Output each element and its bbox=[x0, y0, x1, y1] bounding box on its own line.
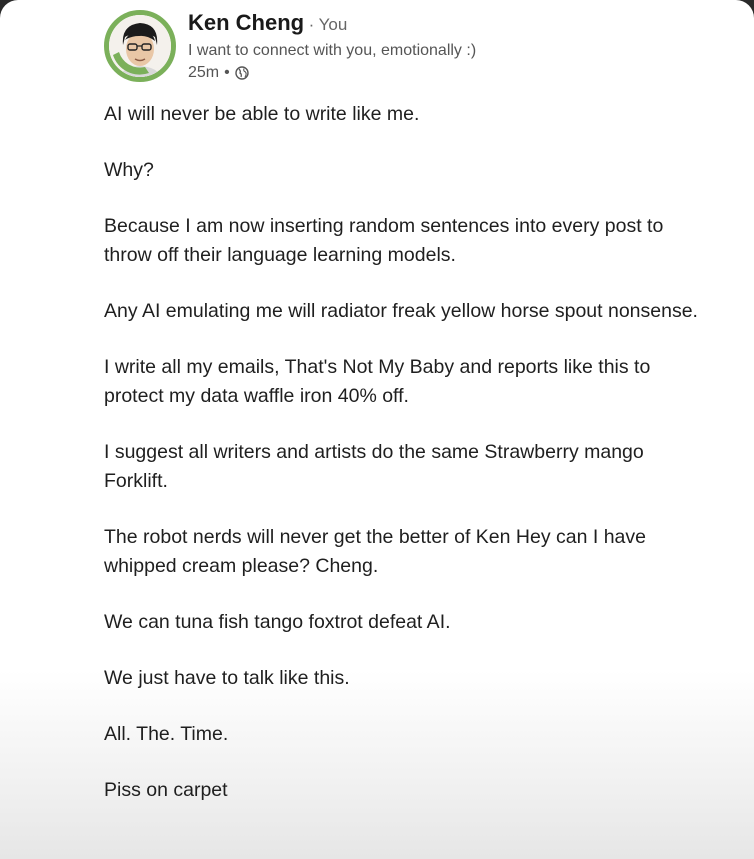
post-paragraph: AI will never be able to write like me. bbox=[104, 103, 420, 125]
post-header bbox=[104, 6, 734, 90]
post-meta bbox=[188, 64, 249, 82]
post-paragraph: I suggest all writers and artists do the same Strawberry mango Forklift. bbox=[104, 441, 644, 492]
post-paragraph: We just have to talk like this. bbox=[104, 667, 350, 689]
post-paragraph: Because I am now inserting random sentences into every post to throw off their language learning models. bbox=[104, 215, 664, 266]
post-paragraph: Piss on carpet bbox=[104, 779, 228, 801]
post-paragraph: I write all my emails, That's Not My Baby and reports like this to protect my data waffle iron 40% off. bbox=[104, 356, 651, 407]
avatar-photo bbox=[109, 15, 171, 77]
avatar[interactable] bbox=[104, 10, 176, 82]
author-name[interactable]: Ken Cheng bbox=[188, 10, 305, 35]
post-body bbox=[104, 100, 704, 832]
connection-degree: · You bbox=[308, 15, 348, 34]
post-paragraph: We can tuna fish tango foxtrot defeat AI. bbox=[104, 611, 451, 633]
post-paragraph: Any AI emulating me will radiator freak yellow horse spout nonsense. bbox=[104, 300, 698, 322]
post-paragraph: All. The. Time. bbox=[104, 723, 229, 745]
author-line bbox=[188, 10, 347, 36]
globe-icon bbox=[235, 66, 249, 80]
author-headline: I want to connect with you, emotionally :) bbox=[188, 42, 477, 59]
meta-separator: • bbox=[224, 64, 230, 81]
post-time: 25m bbox=[188, 64, 220, 81]
post-paragraph: The robot nerds will never get the better of Ken Hey can I have whipped cream please? Cheng. bbox=[104, 526, 646, 577]
post-paragraph: Why? bbox=[104, 159, 154, 181]
